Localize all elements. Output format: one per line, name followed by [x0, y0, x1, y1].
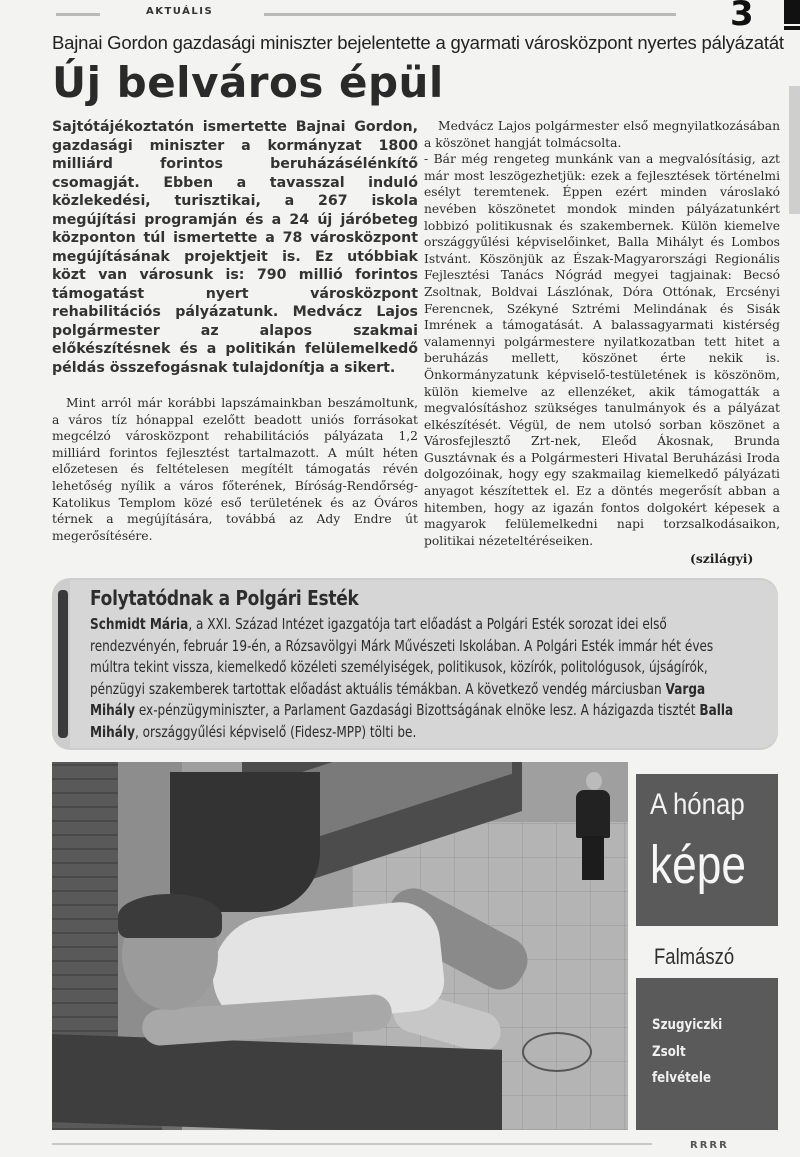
- events-box-title: Folytatódnak a Polgári Esték: [90, 586, 359, 610]
- article-lead: Sajtótájékoztatón ismertette Bajnai Gordon, gazdasági miniszter a kormányzat 1800 milliárd forintos beruházásélénkítő csomagját. Ebben a tavasszal induló közlekedési, turisztikai, a 267 iskola megújítási programján és a 24 új járóbeteg központon túl ismertette a 78 városközpont megújításának projektjeit is. Ez utóbbiak közt van városunk is: 790 millió forintos támogatást nyert városközpont rehabilitációs pályázatunk. Medvácz Lajos polgármester az alapos szakmai előkészítésnek és a politikán felülemelkedő példás összefogásnak tulajdonítja a sikert.: [52, 119, 418, 376]
- events-box-text: [90, 614, 753, 744]
- climber-hair: [118, 894, 222, 938]
- events-text-2: ex-pénzügyminiszter, a Parlament Gazdasági Bizottságának elnöke lesz. A házigazda tisztét: [134, 701, 700, 720]
- photo-standing-man: [572, 772, 614, 882]
- photo-rope: [522, 1032, 592, 1072]
- article-column-right: [424, 118, 780, 549]
- photo-crowd: [170, 772, 320, 912]
- article-body-left: Mint arról már korábbi lapszámainkban beszámoltunk, a város tíz hónappal ezelőtt beadott uniós forrásokat megcélzó városközpont rehabilitációs pályázata 1,2 milliárd forintos fejlesztést tartalmazott. A múlt héten előzetesen és feltételesen megítélt támogatás révén lehetőség nyílik a város főterének, Bíróság-Rendőrség-Katolikus Templom közé eső területének és az Óváros térnek a megújítására, továbbá az Ady Endre út megerősítésére.: [52, 396, 418, 543]
- photo-credit: Szugyiczki Zsolt felvétele: [652, 1017, 723, 1086]
- article-body-right: Medvácz Lajos polgármester első megnyilatkozásában a köszönet hangját tolmácsolta. - Bár még rengeteg munkánk van a megvalósításig, azt már most leszögezhetjük: ezek a fejlesztések történelmi esélyt teremtenek. Éppen ezért minden városlakó nevében köszönetet mondok minden pályázatunkért lobbizó politikusnak és szakembernek. Külön kiemelve országgyűlési képviselőinket, Balla Mihályt és Lombos Istvánt. Köszönjük az Észak-Magyarországi Regionális Fejlesztési Tanács Nógrád megyei tagjainak: Becsó Zsoltnak, Boldvai Lászlónak, Dóra Ottónak, Ercsényi Ferencnek, Székyné Sztrémi Melindának és Sisák Imrének a támogatását. A balassagyarmati kistérség valamennyi polgármestere nyilatkozatban tett hitet a beruházás mellett, köszönet érte nekik is. Önkormányzatunk képviselő-testületének is köszönöm, külön kiemelve az ellenzéket, akik támogatták a megvalósításhoz szükséges tanulmányok és a pályázat elkészítését. Végül, de nem utolsó sorban köszönet a Városfejlesztő Zrt-nek, Eleőd Ákosnak, Brunda Gusztávnak és a Polgármesteri Hivatal Beruházási Iroda dolgozóinak, hogy egy szakmailag kiemelkedő pályázati anyagot készítettek el. Ez a döntés megerősít abban a hitemben, hogy az igazán fontos dolgokért képesek a magyarok felülemelkedni napi torzsalkodásaikon, politikai nézeteltéréseiken.: [424, 119, 780, 548]
- picture-subject: Falmászó: [654, 944, 735, 969]
- header-rule-right: [264, 13, 676, 16]
- events-text-1: , a XXI. Század Intézet igazgatója tart előadást a Polgári Esték sorozat idei első rendezvényén, február 19-én, a Rózsavölgyi Márk Művészeti Iskolában. A Polgári Esték immár hét éves múltra tekint vissza, kiemelkedő közéleti személyiségek, politikusok, közírók, politológusok, újságírók, pénzügyi szakemberek tartottak előadást aktuális témákban. A következő vendég márciusban: [90, 615, 714, 698]
- header-marker-bar: [784, 26, 800, 30]
- speaker-name-2: Varga Mihály: [90, 679, 706, 720]
- events-text-3: , országgyűlési képviselő (Fidesz-MPP) tölti be.: [134, 722, 417, 741]
- picture-of-month-title-2: képe: [650, 835, 747, 895]
- picture-of-month-title-1: A hónap: [650, 788, 745, 821]
- header-rule-left: [56, 13, 100, 16]
- man-head: [586, 772, 602, 790]
- climber-photo: [52, 762, 628, 1130]
- events-box-accent-bar: [58, 590, 68, 738]
- article-headline: Új belváros épül: [52, 58, 444, 107]
- photo-ledge: [52, 1034, 502, 1130]
- section-label: AKTUÁLIS: [146, 6, 214, 17]
- man-torso: [576, 790, 610, 838]
- speaker-name-1: Schmidt Mária: [90, 615, 189, 633]
- host-name: Balla Mihály: [90, 701, 734, 741]
- footer-fragment: RRRR: [690, 1140, 729, 1151]
- header-marker-block: [784, 0, 800, 24]
- article-column-left: [52, 118, 418, 544]
- page-number: 3: [730, 0, 754, 34]
- article-kicker: Bajnai Gordon gazdasági miniszter bejelentette a gyarmati városközpont nyertes pályázatát: [52, 32, 784, 53]
- man-legs: [582, 836, 604, 880]
- article-signature: (szilágyi): [690, 551, 754, 566]
- margin-tab: [789, 86, 800, 214]
- footer-rule: [52, 1143, 652, 1145]
